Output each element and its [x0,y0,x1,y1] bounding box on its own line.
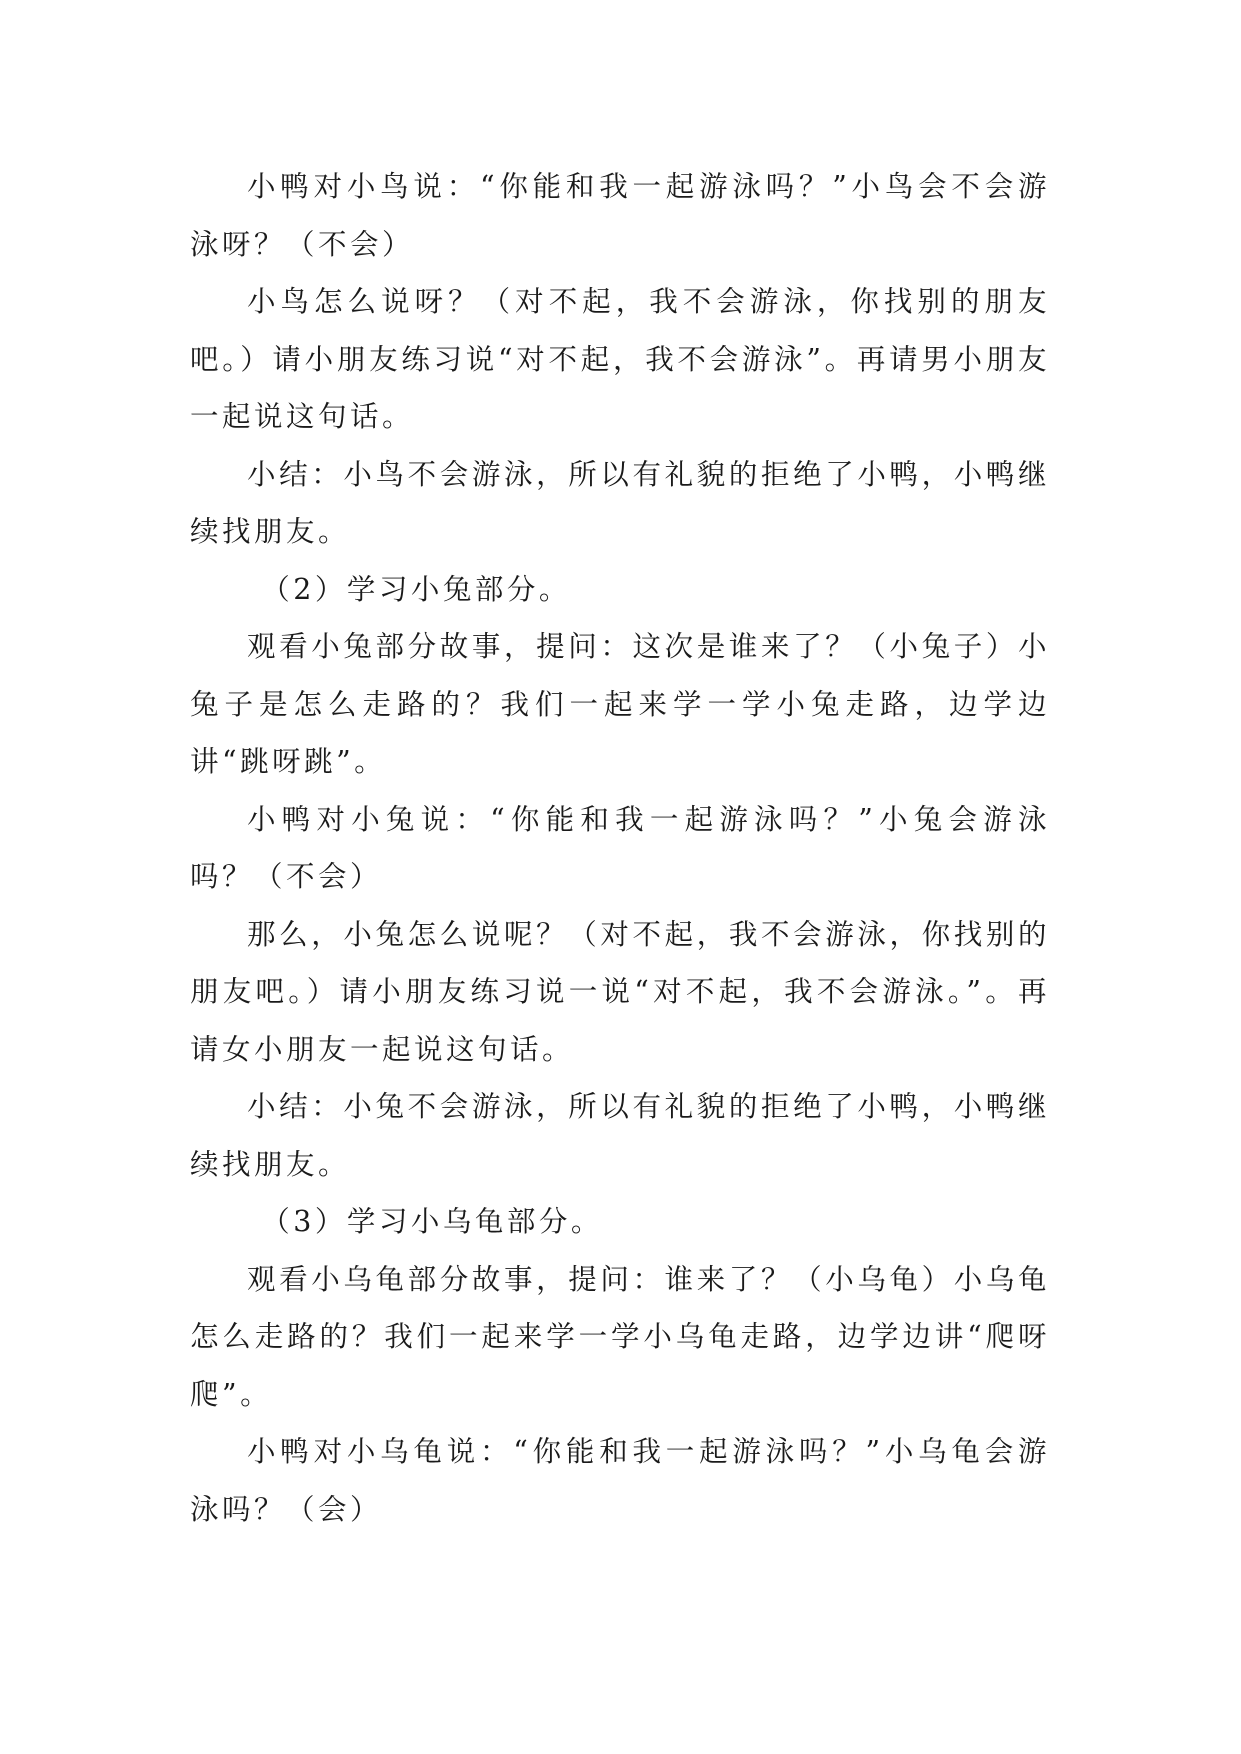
paragraph-rabbit-summary: 小结：小兔不会游泳，所以有礼貌的拒绝了小鸭，小鸭继续找朋友。 [190,1090,1050,1181]
paragraph-turtle-intro: 观看小乌龟部分故事，提问：谁来了？（小乌龟）小乌龟怎么走路的？我们一起来学一学小乌龟走路，边学边讲“爬呀爬”。 [190,1262,1050,1411]
paragraph-bird-question: 小鸭对小鸟说：“你能和我一起游泳吗？”小鸟会不会游泳呀？（不会） [190,170,1050,261]
paragraph-bird-reply: 小鸟怎么说呀？（对不起，我不会游泳，你找别的朋友吧。）请小朋友练习说“对不起，我不会游泳”。再请男小朋友一起说这句话。 [190,285,1050,433]
section-heading-rabbit: （2）学习小兔部分。 [261,572,571,606]
paragraph-turtle-question: 小鸭对小乌龟说：“你能和我一起游泳吗？”小乌龟会游泳吗？（会） [190,1435,1050,1526]
paragraph-rabbit-reply: 那么，小兔怎么说呢？（对不起，我不会游泳，你找别的朋友吧。）请小朋友练习说一说“对不起，我不会游泳。”。再请女小朋友一起说这句话。 [190,917,1050,1066]
section-heading-turtle: （3）学习小乌龟部分。 [261,1205,603,1238]
document-body [190,158,1050,1538]
paragraph-rabbit-intro: 观看小兔部分故事，提问：这次是谁来了？（小兔子）小兔子是怎么走路的？我们一起来学一学小兔走路，边学边讲“跳呀跳”。 [190,630,1050,778]
paragraph-rabbit-question: 小鸭对小兔说：“你能和我一起游泳吗？”小兔会游泳吗？（不会） [190,802,1050,893]
paragraph-bird-summary: 小结：小鸟不会游泳，所以有礼貌的拒绝了小鸭，小鸭继续找朋友。 [190,457,1050,548]
